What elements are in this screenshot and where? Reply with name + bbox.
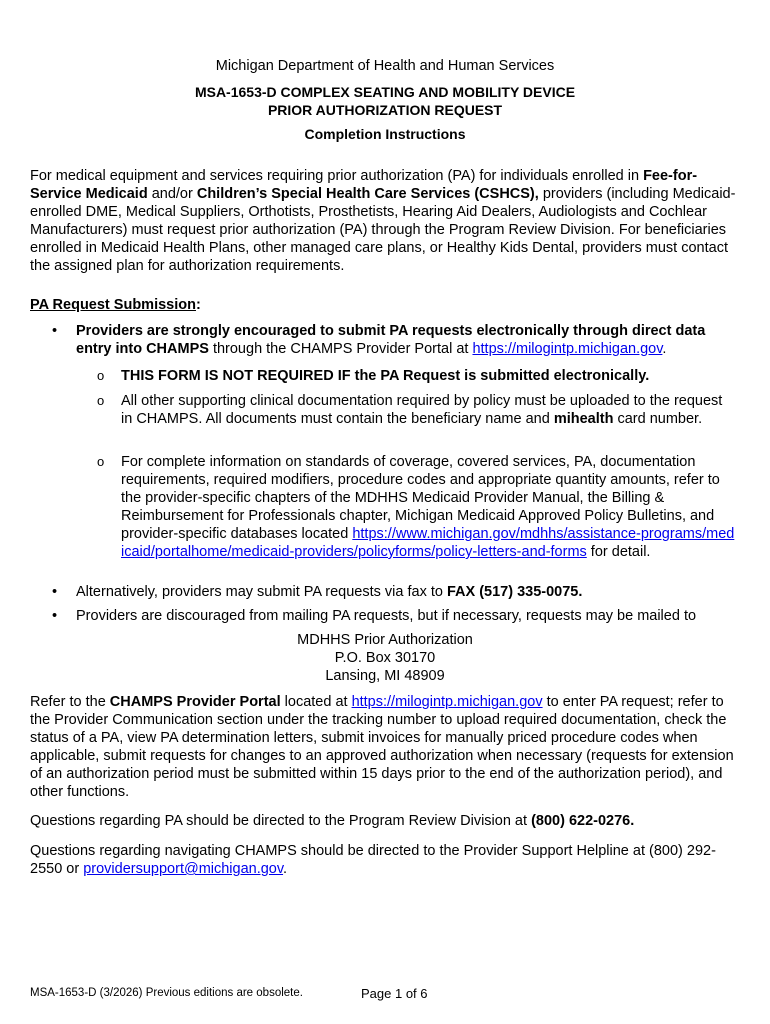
bullet2-text: Alternatively, providers may submit PA requests via fax to <box>76 584 447 600</box>
form-title-line1: MSA-1653-D COMPLEX SEATING AND MOBILITY DEVICE <box>194 84 576 100</box>
intro-text-2: and/or <box>147 186 197 202</box>
department-name: Michigan Department of Health and Human Services <box>215 58 555 74</box>
program-review-phone: (800) 622-0276. <box>531 813 635 829</box>
bullet1-bold: Providers are strongly encouraged to submit PA requests electronically through direct data entry into CHAMPS <box>76 323 706 357</box>
sub3-text-end: for detail. <box>586 544 651 560</box>
form-title <box>0 83 770 119</box>
sub1-text: THIS FORM IS NOT REQUIRED IF the PA Request is submitted electronically. <box>121 368 650 384</box>
bullet-dot: • <box>52 323 58 339</box>
intro-bold-ffs: Fee-for-Service Medicaid <box>30 168 698 202</box>
bullet-fax-submission <box>30 583 742 601</box>
policy-forms-link[interactable]: https://www.michigan.gov/mdhhs/assistance-programs/medicaid/portalhome/medicaid-providers/policyforms/policy-letters-and-forms <box>121 526 735 560</box>
address-line3: Lansing, MI 48909 <box>325 668 445 684</box>
portal-text-1: Refer to the <box>30 694 110 710</box>
intro-paragraph <box>30 167 742 275</box>
intro-text-3: providers (including Medicaid-enrolled DME, Medical Suppliers, Orthotists, Prosthetists, Hearing Aid Dealers, Audiologists and Cochlear Manufacturers) must request prior authorization (PA) through the Program Review Division. For beneficiaries enrolled in Medicaid Health Plans, other managed care plans, or Healthy Kids Dental, providers must contact the assigned plan for authorization requirements. <box>30 186 736 274</box>
portal-paragraph <box>30 693 742 801</box>
portal-text-2: located at <box>280 694 352 710</box>
section-title-colon: : <box>195 297 201 313</box>
bullet1-text: through the CHAMPS Provider Portal at <box>208 341 473 357</box>
footer-page-number: Page 1 of 6 <box>361 986 428 1001</box>
sub-item-clinical-documentation <box>0 392 742 428</box>
bullet-dot: • <box>52 584 58 600</box>
bullet-mail-submission <box>30 607 742 625</box>
champs-portal-link[interactable]: https://milogintp.michigan.gov <box>472 341 663 357</box>
sub-item-coverage-information <box>0 453 742 561</box>
sub-bullet-mark: o <box>97 454 105 469</box>
mailing-address <box>0 631 770 685</box>
questions-champs-paragraph <box>30 842 742 878</box>
intro-bold-cshcs: Children’s Special Health Care Services (CSHCS), <box>196 186 539 202</box>
footer-form-id: MSA-1653-D (3/2026) Previous editions are obsolete. <box>30 987 303 999</box>
intro-text-1: For medical equipment and services requiring prior authorization (PA) for individuals enrolled in <box>30 168 644 184</box>
section-title-pa-submission <box>30 297 201 313</box>
instructions-subtitle: Completion Instructions <box>304 126 466 142</box>
address-line1: MDHHS Prior Authorization <box>297 632 473 648</box>
sub-bullet-mark: o <box>97 393 105 408</box>
questions-pa-paragraph <box>30 812 742 830</box>
champs-portal-link-2[interactable]: https://milogintp.michigan.gov <box>351 694 543 710</box>
bullet-electronic-submission <box>30 322 742 358</box>
questions1-text: Questions regarding PA should be directed to the Program Review Division at <box>30 813 532 829</box>
portal-bold: CHAMPS Provider Portal <box>109 694 281 710</box>
sub-bullet-mark: o <box>97 368 105 383</box>
sub2-text-end: card number. <box>613 411 703 427</box>
sub2-bold-mihealth: mihealth <box>553 411 614 427</box>
provider-support-email-link[interactable]: providersupport@michigan.gov <box>83 861 284 877</box>
bullet3-text: Providers are discouraged from mailing PA requests, but if necessary, requests may be mailed to <box>76 608 697 624</box>
questions2-text: Questions regarding navigating CHAMPS should be directed to the Provider Support Helpline at (800) 292-2550 or <box>30 843 716 877</box>
sub2-text: All other supporting clinical documentation required by policy must be uploaded to the request in CHAMPS. All documents must contain the beneficiary name and <box>121 393 723 427</box>
questions2-end: . <box>283 861 288 877</box>
bullet-dot: • <box>52 608 58 624</box>
form-title-line2: PRIOR AUTHORIZATION REQUEST <box>267 102 503 118</box>
fax-number: FAX (517) 335-0075. <box>446 584 583 600</box>
section-title-text: PA Request Submission <box>30 297 196 313</box>
address-line2: P.O. Box 30170 <box>334 650 436 666</box>
portal-text-3: to enter PA request; refer to the Provider Communication section under the tracking number to upload required documentation, check the status of a PA, view PA determination letters, submit invoices for manually priced procedure codes when applicable, submit requests for changes to an approved authorization when necessary (requests for extension of an authorization period must be submitted within 15 days prior to the end of the authorization period), and other functions. <box>30 694 734 800</box>
sub-item-form-not-required <box>0 367 742 385</box>
bullet1-end: . <box>662 341 667 357</box>
sub3-text: For complete information on standards of coverage, covered services, PA, documentation requirements, required modifiers, procedure codes and appropriate quantity amounts, refer to the provider-specific chapters of the MDHHS Medicaid Provider Manual, the Billing & Reimbursement for Professionals chapter, Michigan Medicaid Approved Policy Bulletins, and provider-specific databases located <box>121 454 720 542</box>
